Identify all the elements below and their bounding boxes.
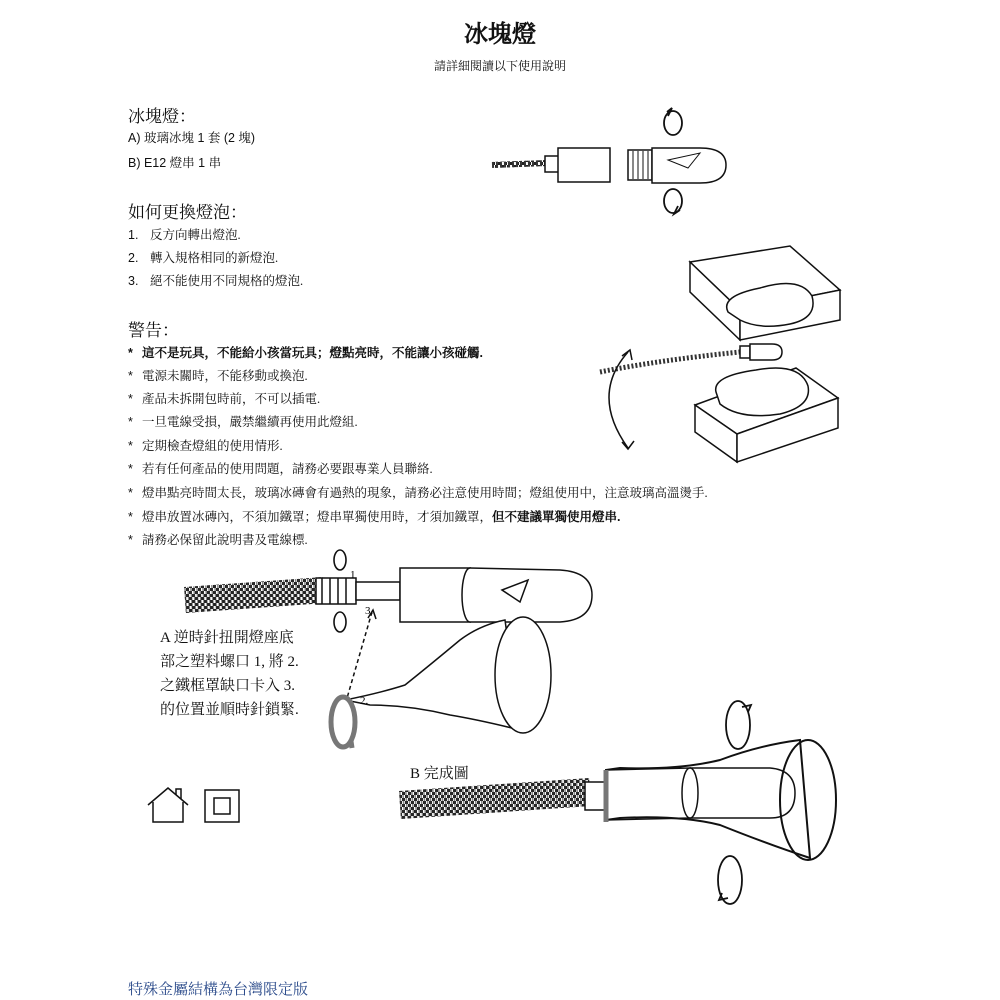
footer-note: 特殊金屬結構為台灣限定版 [128,981,309,998]
assembly-line: 的位置並順時針鎖緊. [160,702,299,718]
socket-bulb-illustration [492,108,726,214]
contents-item-a: A) 玻璃冰塊 1 套 (2 塊) [128,131,256,145]
warning-text: 一旦電線受損，嚴禁繼續再使用此燈組. [142,415,358,429]
part-label-1: 1 [350,569,356,581]
bulb-icon [628,148,726,183]
completed-view-illustration [400,701,836,904]
step-number: 3. [128,274,139,288]
completed-view-caption: B 完成圖 [410,766,469,782]
warning-text: 這不是玩具，不能給小孩當玩具；燈點亮時，不能讓小孩碰觸. [142,346,483,360]
step-text: 反方向轉出燈泡. [150,228,241,242]
warning-text: 燈串放置冰磚內，不須加鐵罩；燈串單獨使用時，才須加鐵罩， [142,510,493,524]
warning-text: 定期檢查燈組的使用情形. [142,439,283,453]
step-text: 轉入規格相同的新燈泡. [150,251,279,265]
warning-text: 請務必保留此說明書及電線標. [142,533,308,547]
warning-text: 產品未拆開包時前，不可以插電. [142,392,321,406]
step-number: 2. [128,251,139,265]
step-text: 絕不能使用不同規格的燈泡. [150,274,304,288]
bullet: * [128,462,133,476]
bullet: * [128,486,133,500]
bullet: * [128,533,133,547]
warnings-heading: 警告： [128,321,179,340]
warning-text: 電源未關時，不能移動或換泡. [142,369,308,383]
contents-heading: 冰塊燈： [128,107,196,126]
rotate-arrow-icon [664,189,682,214]
bullet: * [128,510,133,524]
bullet: * [128,346,133,360]
bullet: * [128,392,133,406]
warning-bold-text: 但不建議單獨使用燈串. [492,510,621,524]
rotate-arrow-icon [664,108,682,135]
assembly-step-a-text [160,626,299,722]
double-insulation-icon [205,790,239,822]
socket-icon [558,148,610,182]
step-number: 1. [128,228,139,242]
ice-block-illustration [600,246,840,462]
assembly-line: 之鐵框罩缺口卡入 3. [160,678,296,694]
warning-text: 燈串點亮時間太長，玻璃冰磚會有過熱的現象，請務必注意使用時間；燈組使用中，注意玻璃高溫燙手. [142,486,708,500]
replace-bulb-heading: 如何更換燈泡： [128,203,247,222]
bullet: * [128,415,133,429]
bullet: * [128,439,133,453]
part-label-2: 2. [360,695,369,707]
contents-item-b: B) E12 燈串 1 串 [128,156,222,170]
page-title: 冰塊燈 [464,21,536,48]
bullet: * [128,369,133,383]
part-label-3: 3. [365,605,374,617]
assembly-line: A 逆時針扭開燈座底 [160,630,294,646]
indoor-use-house-icon [148,788,188,822]
page-subtitle: 請詳細閱讀以下使用說明 [433,59,566,73]
warning-text: 若有任何產品的使用問題，請務必要跟專業人員聯絡. [142,462,433,476]
socket-collar [545,156,559,172]
assembly-line: 部之塑料螺口 1, 將 2. [160,654,299,670]
